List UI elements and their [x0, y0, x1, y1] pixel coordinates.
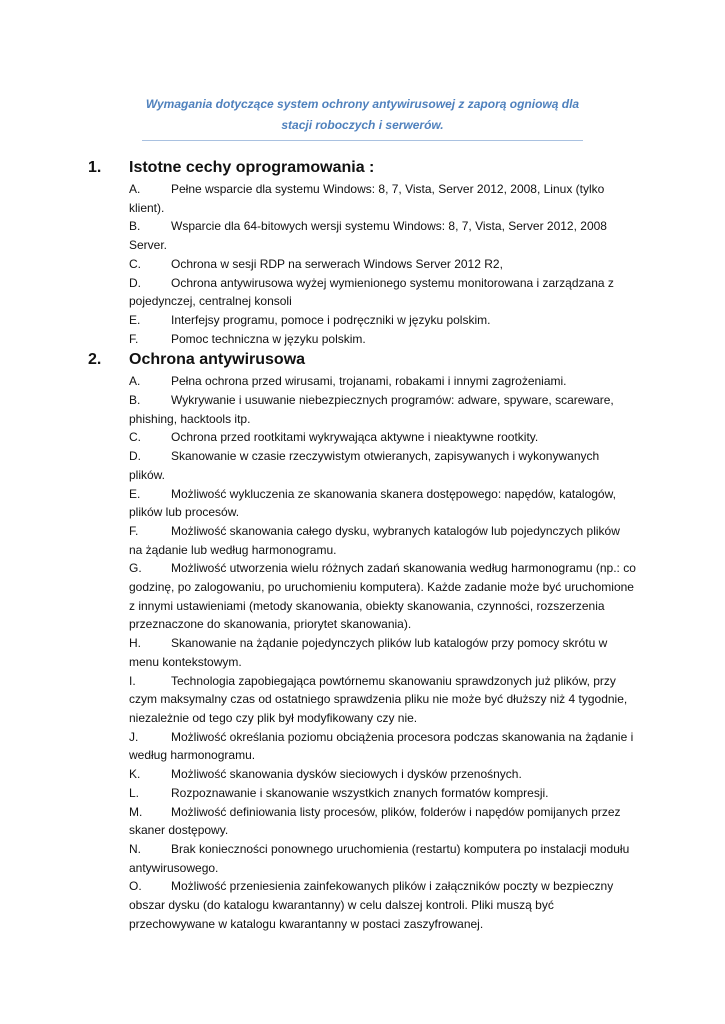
list-item — [129, 447, 636, 484]
item-letter: F. — [129, 523, 139, 538]
list-item — [129, 634, 636, 671]
item-letter: F. — [129, 331, 139, 346]
item-text: Możliwość przeniesienia zainfekowanych plików i załączników poczty w bezpieczny obszar dysku (do katalogu kwarantanny) w celu dalszej kontroli. Pliki muszą być przechowywane w katalogu kwarantanny w postaci zaszyfrowanej. — [129, 879, 614, 931]
item-text: Możliwość definiowania listy procesów, plików, folderów i napędów pomijanych przez skaner dostępowy. — [129, 804, 621, 838]
list-item — [129, 330, 636, 349]
item-text: Pełna ochrona przed wirusami, trojanami, robakami i innymi zagrożeniami. — [171, 374, 567, 389]
title-line-2: stacji roboczych i serwerów. — [281, 118, 444, 132]
item-letter: H. — [129, 636, 141, 651]
section-items — [129, 372, 636, 933]
section-number: 1. — [88, 159, 102, 176]
item-text: Możliwość skanowania całego dysku, wybranych katalogów lub pojedynczych plików na żądanie lub według harmonogramu. — [129, 523, 620, 557]
item-text: Skanowanie na żądanie pojedynczych plików lub katalogów przy pomocy skrótu w menu kontekstowym. — [129, 636, 608, 669]
title-line-1: Wymagania dotyczące system ochrony antywirusowej z zaporą ogniową dla — [145, 97, 580, 111]
list-item — [129, 559, 636, 634]
item-text: Możliwość utworzenia wielu różnych zadań skanowania według harmonogramu (np.: co godzinę, po zalogowaniu, po uruchomieniu komputera). Każde zadanie może być uruchomione z innymi ustawieniami (metody skanowania, obiekty skanowania, czynności, rozszerzenia przeznaczone do skanowania, priorytet skanowania). — [129, 561, 636, 632]
section-title: Istotne cechy oprogramowania : — [129, 159, 375, 176]
item-text: Możliwość określania poziomu obciążenia procesora podczas skanowania na żądanie i według harmonogramu. — [129, 729, 634, 763]
item-text: Pomoc techniczna w języku polskim. — [171, 331, 366, 346]
section-heading — [88, 348, 636, 372]
title-underline — [142, 140, 583, 141]
item-text: Ochrona antywirusowa wyżej wymienionego systemu monitorowana i zarządzana z pojedynczej, centralnej konsoli — [129, 275, 614, 309]
section-items — [129, 180, 636, 348]
item-letter: E. — [129, 312, 141, 327]
list-item — [129, 840, 636, 877]
item-letter: B. — [129, 393, 141, 408]
list-item — [129, 803, 636, 840]
item-letter: O. — [129, 879, 142, 894]
list-item — [129, 428, 636, 447]
item-text: Brak konieczności ponownego uruchomienia (restartu) komputera po instalacji modułu antywirusowego. — [129, 841, 630, 875]
document-title — [140, 94, 585, 136]
item-letter: A. — [129, 374, 141, 389]
item-letter: N. — [129, 841, 141, 856]
section-title: Ochrona antywirusowa — [129, 351, 306, 369]
item-text: Ochrona w sesji RDP na serwerach Windows Server 2012 R2, — [171, 256, 503, 271]
section-2 — [88, 348, 636, 933]
item-letter: D. — [129, 449, 141, 464]
list-item — [129, 784, 636, 803]
section-1 — [88, 156, 636, 348]
item-text: Skanowanie w czasie rzeczywistym otwieranych, zapisywanych i wykonywanych plików. — [129, 449, 600, 482]
list-item — [129, 672, 636, 728]
item-letter: D. — [129, 275, 141, 290]
list-item — [129, 274, 636, 311]
item-text: Ochrona przed rootkitami wykrywająca aktywne i nieaktywne rootkity. — [171, 430, 539, 445]
item-letter: J. — [129, 729, 139, 744]
section-number: 2. — [88, 351, 102, 369]
item-letter: B. — [129, 219, 141, 234]
list-item — [129, 765, 636, 784]
item-letter: L. — [129, 785, 140, 800]
item-letter: C. — [129, 256, 141, 271]
item-letter: I. — [129, 673, 136, 688]
item-letter: E. — [129, 486, 141, 501]
document-body — [88, 156, 636, 933]
item-text: Wykrywanie i usuwanie niebezpiecznych programów: adware, spyware, scareware, phishing, hacktools itp. — [129, 393, 614, 426]
item-letter: G. — [129, 561, 142, 576]
item-text: Interfejsy programu, pomoce i podręczniki w języku polskim. — [171, 312, 491, 327]
list-item — [129, 522, 636, 559]
item-letter: K. — [129, 767, 141, 782]
item-text: Wsparcie dla 64-bitowych wersji systemu Windows: 8, 7, Vista, Server 2012, 2008 Server. — [129, 219, 607, 253]
section-heading — [88, 156, 636, 180]
item-text: Pełne wsparcie dla systemu Windows: 8, 7, Vista, Server 2012, 2008, Linux (tylko klient). — [129, 182, 605, 215]
item-text: Możliwość wykluczenia ze skanowania skanera dostępowego: napędów, katalogów, plików lub procesów. — [129, 486, 616, 520]
item-text: Rozpoznawanie i skanowanie wszystkich znanych formatów kompresji. — [171, 785, 549, 800]
list-item — [129, 485, 636, 522]
list-item — [129, 255, 636, 274]
item-letter: A. — [129, 182, 141, 196]
list-item — [129, 311, 636, 330]
item-text: Technologia zapobiegająca powtórnemu skanowaniu sprawdzonych już plików, przy czym maksymalny czas od ostatniego sprawdzenia pliku nie może być dłuższy niż 4 tygodnie, niezależnie od tego czy plik był modyfikowany czy nie. — [129, 673, 628, 725]
list-item — [129, 180, 636, 217]
list-item — [129, 391, 636, 428]
item-letter: C. — [129, 430, 141, 445]
item-text: Możliwość skanowania dysków sieciowych i dysków przenośnych. — [171, 767, 522, 782]
item-letter: M. — [129, 804, 143, 819]
list-item — [129, 728, 636, 765]
list-item — [129, 877, 636, 933]
list-item — [129, 217, 636, 254]
list-item — [129, 372, 636, 391]
